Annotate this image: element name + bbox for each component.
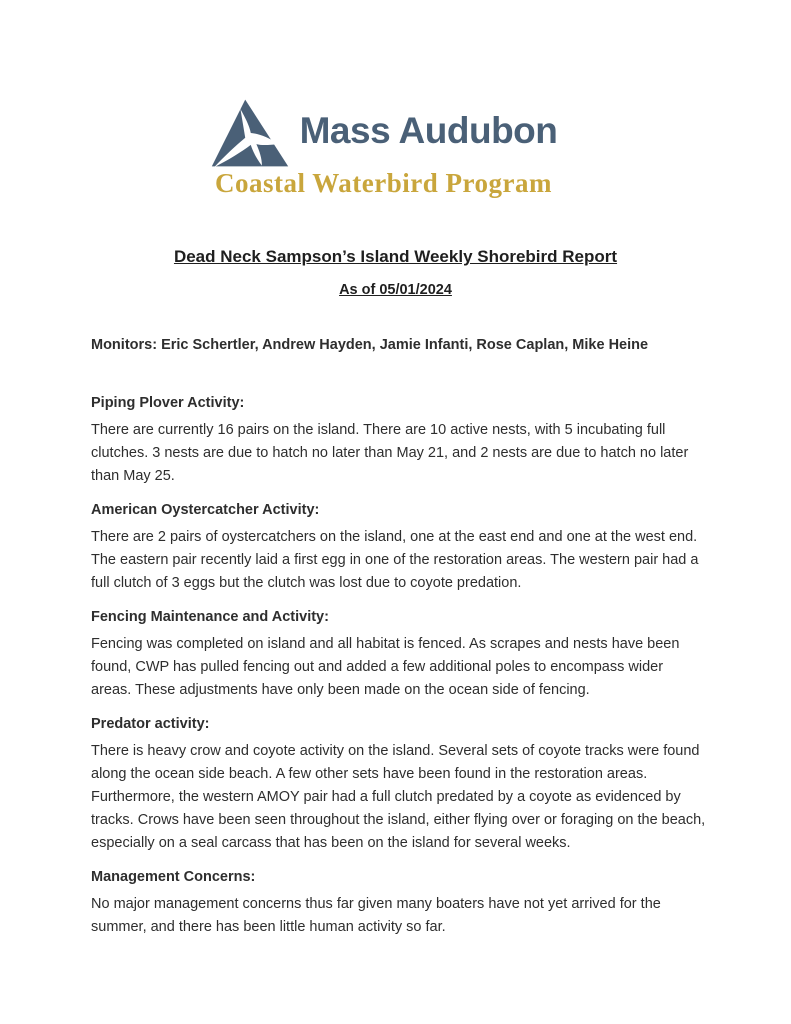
- section-heading-fencing: Fencing Maintenance and Activity:: [91, 609, 329, 625]
- page-title: Dead Neck Sampson’s Island Weekly Shorebird Report: [173, 247, 618, 266]
- mass-audubon-logo: [0, 98, 779, 197]
- section-body-predator: There is heavy crow and coyote activity on the island. Several sets of coyote tracks were found along the ocean side beach. A few other sets have been found in the restoration areas. Furthermore, the western AMOY pair had a full clutch predated by a coyote as evidenced by tracks. Crows have been seen throughout the island, either flying over or foraging on the beach, especially on a seal carcass that has been on the island for several weeks.: [91, 743, 706, 851]
- section-heading-piping-plover: Piping Plover Activity:: [91, 395, 245, 411]
- program-name: Coastal Waterbird Program: [215, 168, 552, 198]
- monitors-line: Monitors: Eric Schertler, Andrew Hayden, Jamie Infanti, Rose Caplan, Mike Heine: [91, 337, 649, 353]
- report-body: [91, 334, 707, 939]
- section-heading-oystercatcher: American Oystercatcher Activity:: [91, 502, 320, 518]
- section-body-fencing: Fencing was completed on island and all habitat is fenced. As scrapes and nests have been found, CWP has pulled fencing out and added a few additional poles to encompass wider areas. These adjustments have only been made on the ocean side of fencing.: [91, 636, 680, 698]
- tern-triangle-icon: [210, 98, 290, 168]
- section-heading-management: Management Concerns:: [91, 869, 256, 885]
- section-body-piping-plover: There are currently 16 pairs on the island. There are 10 active nests, with 5 incubating full clutches. 3 nests are due to hatch no later than May 21, and 2 nests are due to hatch no later than May 25.: [91, 422, 689, 484]
- brand-name: Mass Audubon: [299, 109, 558, 151]
- section-body-management: No major management concerns thus far given many boaters have not yet arrived for the summer, and there has been little human activity so far.: [91, 896, 661, 935]
- report-date: As of 05/01/2024: [339, 282, 452, 298]
- section-body-oystercatcher: There are 2 pairs of oystercatchers on the island, one at the east end and one at the west end. The eastern pair recently laid a first egg in one of the restoration areas. The western pair had a full clutch of 3 eggs but the clutch was lost due to coyote predation.: [91, 529, 699, 591]
- section-heading-predator: Predator activity:: [91, 716, 210, 732]
